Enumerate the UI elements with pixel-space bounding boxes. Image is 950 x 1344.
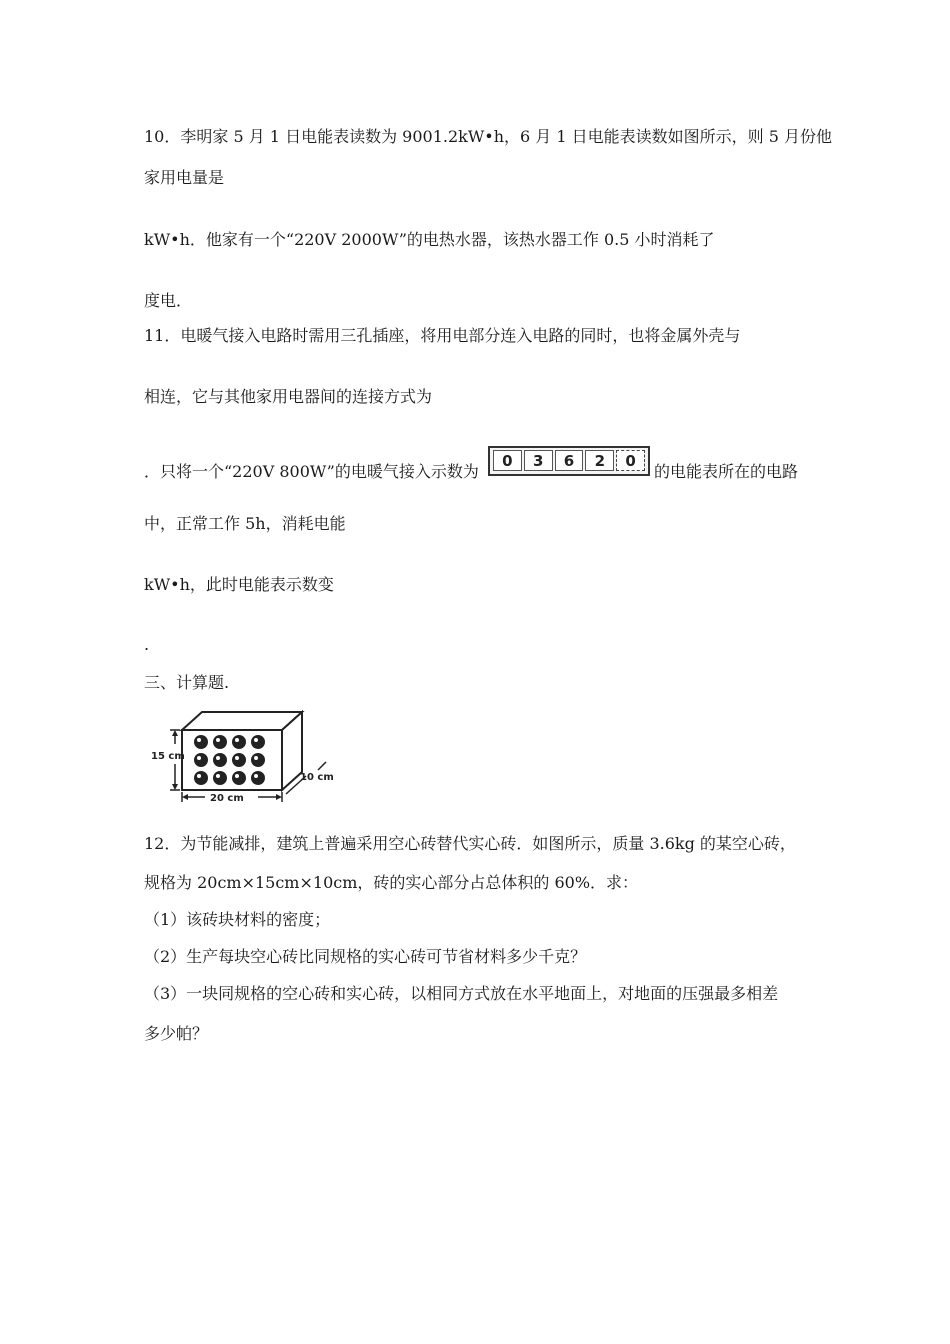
meter-digit: 3	[524, 450, 553, 471]
q10-line-2: 家用电量是	[144, 168, 225, 187]
q12-part-3b: 多少帕？	[144, 1024, 209, 1043]
q10-line-1: 10．李明家 5 月 1 日电能表读数为 9001.2kW•h，6 月 1 日电能表读数如图所示，则 5 月份他	[144, 127, 832, 146]
meter-digit-decimal: 0	[616, 450, 645, 471]
q12-line-2: 规格为 20cm×15cm×10cm，砖的实心部分占总体积的 60%．求：	[144, 873, 639, 892]
q10-line-4: 度电．	[144, 291, 193, 310]
q11-line-1: 11．电暖气接入电路时需用三孔插座，将用电部分连入电路的同时，也将金属外壳与	[144, 326, 741, 345]
meter-digit: 6	[555, 450, 584, 471]
q12-part-2: （2）生产每块空心砖比同规格的实心砖可节省材料多少千克？	[144, 947, 587, 966]
q11-line-2: 相连，它与其他家用电器间的连接方式为	[144, 387, 433, 406]
q11-line-6: .	[144, 635, 150, 654]
meter-digit: 2	[585, 450, 614, 471]
width-label: 20 cm	[210, 793, 244, 804]
q11-line-5: kW•h，此时电能表示数变	[144, 575, 334, 594]
meter-digit: 0	[493, 450, 522, 471]
q12-part-1: （1）该砖块材料的密度；	[144, 910, 331, 929]
q11-line-3-pre: ．只将一个“220V 800W”的电暖气接入示数为	[144, 462, 479, 481]
q12-line-1: 12．为节能减排，建筑上普遍采用空心砖替代实心砖．如图所示，质量 3.6kg 的某空心砖，	[144, 834, 796, 853]
height-label: 15 cm	[151, 751, 185, 762]
hollow-brick-figure	[150, 708, 345, 808]
q12-part-3a: （3）一块同规格的空心砖和实心砖，以相同方式放在水平地面上，对地面的压强最多相差	[144, 984, 779, 1003]
depth-label: 10 cm	[300, 772, 334, 783]
q10-line-3: kW•h．他家有一个“220V 2000W”的电热水器，该热水器工作 0.5 小时消耗了	[144, 230, 715, 249]
q11-line-4: 中，正常工作 5h，消耗电能	[144, 514, 346, 533]
energy-meter-reading	[488, 446, 650, 476]
section-heading: 三、计算题.	[144, 673, 230, 692]
q11-line-3-post: 的电能表所在的电路	[654, 462, 799, 481]
